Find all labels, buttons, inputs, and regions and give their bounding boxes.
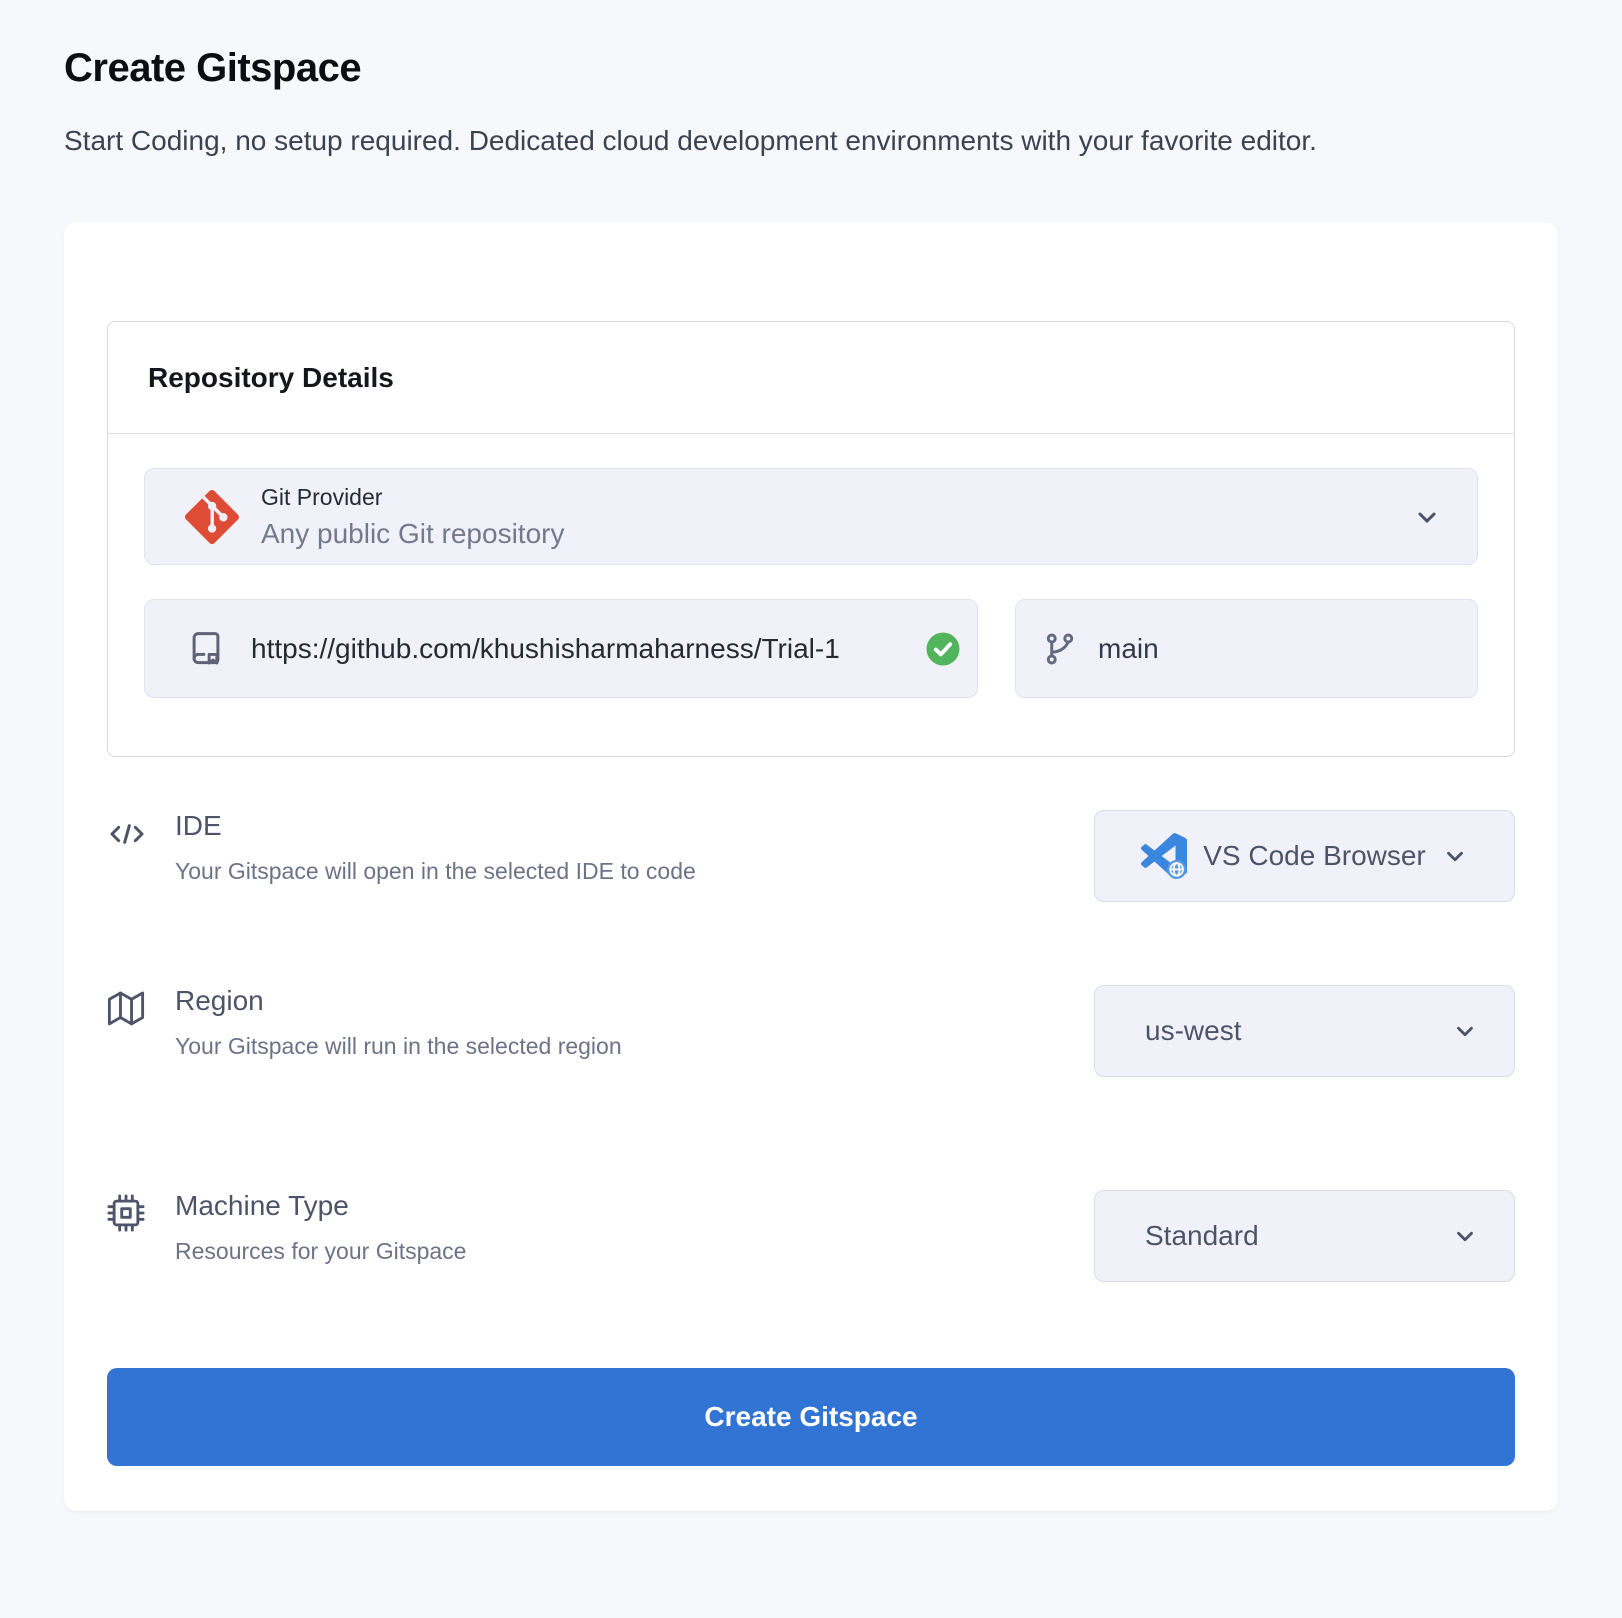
ide-select-value: VS Code Browser (1203, 840, 1426, 871)
region-description: Your Gitspace will run in the selected region (175, 1033, 622, 1059)
machine-type-label: Machine Type (175, 1190, 349, 1221)
ide-select[interactable] (1094, 810, 1515, 902)
chevron-down-icon (1452, 1018, 1478, 1044)
page-title: Create Gitspace (64, 46, 362, 90)
create-gitspace-button[interactable]: Create Gitspace (107, 1368, 1515, 1466)
region-select-value: us-west (1145, 1015, 1242, 1046)
region-label: Region (175, 985, 264, 1016)
branch-input[interactable] (1015, 599, 1478, 698)
git-provider-text (261, 484, 1413, 550)
machine-type-select[interactable] (1094, 1190, 1515, 1282)
repo-inputs-row (144, 599, 1478, 698)
repository-book-icon (185, 628, 227, 670)
repository-url-input[interactable] (144, 599, 978, 698)
chevron-down-icon (1452, 1223, 1478, 1249)
options-section (107, 810, 1515, 1282)
repository-url-value: https://github.com/khushisharmaharness/Trial-1 (251, 632, 840, 664)
create-gitspace-card (64, 222, 1558, 1511)
repository-details-header (108, 322, 1514, 434)
cpu-icon (107, 1194, 147, 1282)
ide-description: Your Gitspace will open in the selected IDE to code (175, 858, 696, 884)
vscode-browser-icon (1141, 833, 1187, 879)
code-icon (107, 814, 147, 902)
repository-details-body (108, 434, 1514, 756)
machine-type-info (107, 1190, 466, 1282)
option-row-machine-type (107, 1190, 1515, 1282)
chevron-down-icon (1413, 503, 1441, 531)
machine-type-select-value: Standard (1145, 1220, 1259, 1251)
chevron-down-icon (1442, 843, 1468, 869)
region-select[interactable] (1094, 985, 1515, 1077)
option-row-region (107, 985, 1515, 1077)
git-provider-select[interactable] (144, 468, 1478, 565)
repository-details-heading: Repository Details (148, 361, 394, 393)
machine-type-description: Resources for your Gitspace (175, 1238, 467, 1264)
repository-details-section (107, 321, 1515, 757)
ide-label: IDE (175, 810, 222, 841)
option-row-ide (107, 810, 1515, 902)
git-provider-value: Any public Git repository (261, 517, 565, 549)
check-circle-icon (925, 631, 961, 667)
branch-value: main (1098, 632, 1159, 664)
ide-info (107, 810, 696, 902)
map-icon (107, 989, 147, 1077)
git-branch-icon (1042, 631, 1078, 667)
page-subtitle: Start Coding, no setup required. Dedicated cloud development environments with your favorite editor. (64, 125, 1317, 156)
git-icon (185, 490, 239, 544)
region-info (107, 985, 622, 1077)
git-provider-label: Git Provider (261, 483, 383, 510)
